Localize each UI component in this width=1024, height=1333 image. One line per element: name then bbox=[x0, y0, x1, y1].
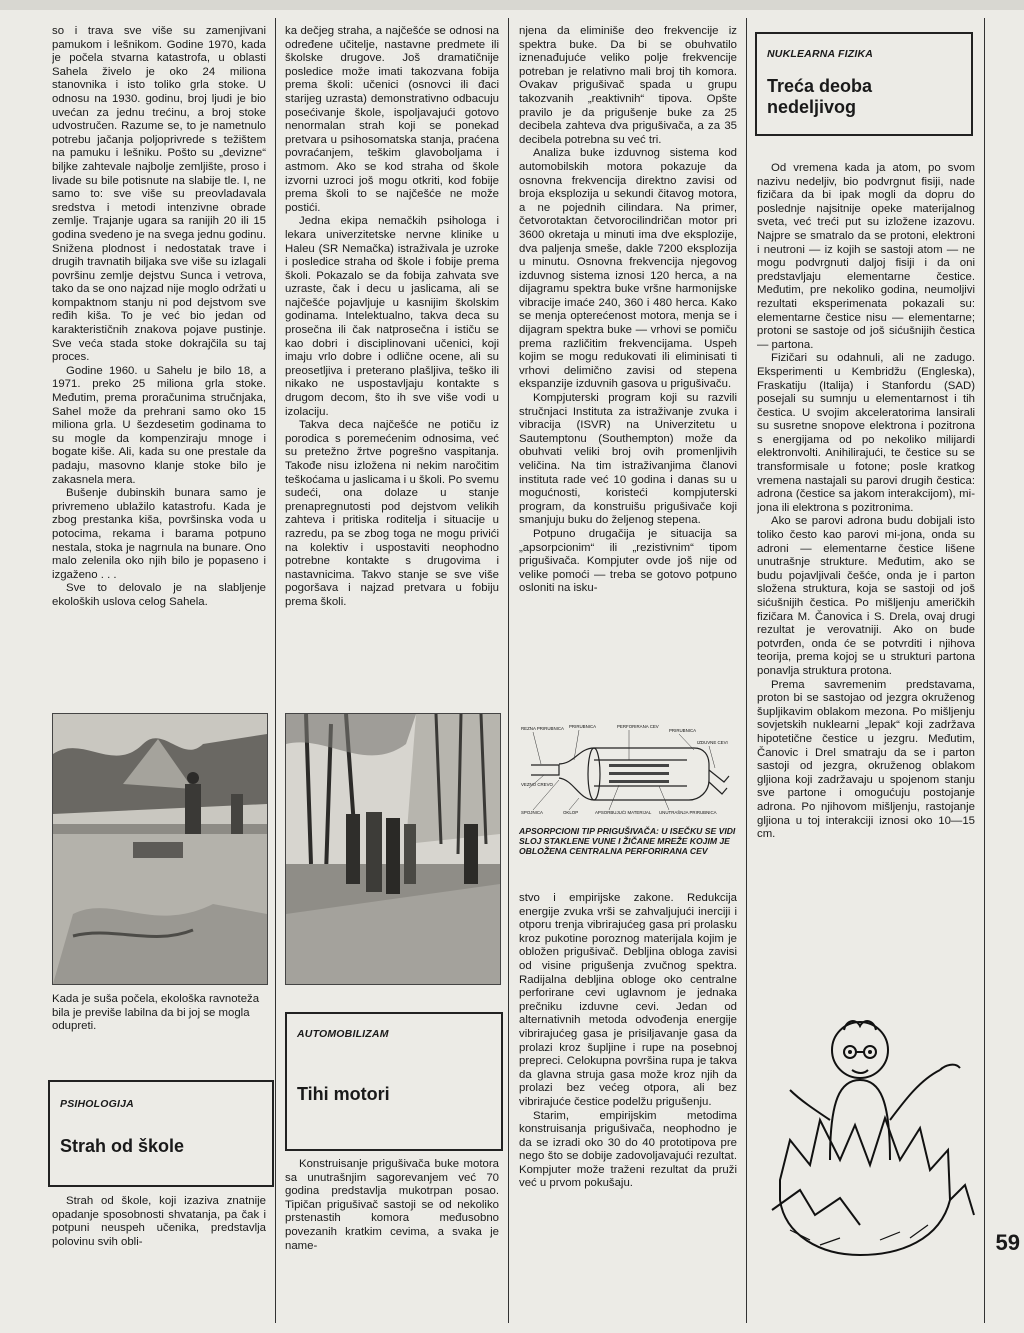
diagram-label: APSORBUJUĆI MATERIJAL bbox=[595, 810, 652, 815]
muffler-diagram bbox=[519, 720, 737, 820]
section-title: Strah od škole bbox=[60, 1136, 185, 1156]
column-rule-3 bbox=[746, 18, 747, 1323]
section-label: NUKLEARNA FIZIKA bbox=[767, 48, 874, 60]
sahel-photo bbox=[52, 713, 268, 985]
paragraph: ka dečjeg straha, a najčešće se odnosi na određene učitelje, nastavne predmete ili školske drugove. Još dramatičnije posledice može imati takozvana fobija prema školi: učenici (osnovci ili đaci starijeg uzrasta) demonstrativno odbacuju posećivanje škole, ispoljavajući gotovo nenormalan strah koji se ponekad pretvara u psihosomatska stanja, praćena povraćanjem, teškim glavoboljama i astmom. Ako se kod straha od škole izvorni uzroci još mogu otkriti, kod fobije prema školi to se najčešće ne može postići. bbox=[285, 25, 499, 214]
paragraph: Starim, empirijskim metodima konstruisanja prigušivača, neophodno je da se izradi oko 30 do 40 prototipova pre nego što se dobije zadovoljavajući rezultat. Kompjuter može traženi rezultat da pruži već u prvom pokušaju. bbox=[519, 1109, 737, 1190]
paragraph: Potpuno drugačija je situacija sa „apsorpcionim“ ili „rezistivnim“ tipom prigušivača. Kompjuter ovde još nije od velike pomoći — treba se gotovo potpuno osloniti na isku- bbox=[519, 527, 737, 595]
paragraph: Fizičari su odahnuli, ali ne zadugo. Eksperimenti u Kembridžu (Engleska), Fraskatiju (Italija) i Stanfordu (SAD) posejali su sumnju u elementarnost i tih čestica. U svojim akceleratorima lansirali su susretne snopove elektrona i pozitrona s energijama od po nekoliko milijardi elektronvolti. Anihilirajući, te čestice su se transformisale u fotone; posle kratkog vremena nastajali su parovi drugih čestica: adrona (čestice sa jakom interakcijom), mi-jona ili elektrona s pozitronima. bbox=[757, 352, 975, 514]
diagram-label: IZDUVNE CEVI bbox=[697, 740, 728, 745]
column-3-text-continued bbox=[519, 892, 737, 1254]
diagram-label: OKLOP bbox=[563, 810, 579, 815]
paragraph: njena da eliminiše deo frekvencije iz spektra buke. Da bi se obuhvatilo iznenađujuće veliko polje frekvencije potreban je relativno mali broj tih komora. Ovakav prigušivač spada u grupu takozvanih „reaktivnih“ tipova. Opšte pravilo je da prigušenje buke za 25 decibela zahteva dva prigušivača, a za 35 decibela potrebna su već tri. bbox=[519, 25, 737, 146]
section-box-psihologija bbox=[48, 1080, 274, 1187]
diagram-label: SPOJNICA bbox=[521, 810, 543, 815]
photo-caption-sahel: Kada je suša počela, ekološka ravnoteža bila je previše labilna da bi joj se mogla odupreti. bbox=[52, 993, 260, 1033]
column-3-text bbox=[519, 25, 737, 697]
diagram-caption: APSORPCIONI TIP PRIGUŠIVAČA: U ISEČKU SE VIDI SLOJ STAKLENE VUNE I ŽIČANE MREŽE KOJIM JE OBLOŽENA CENTRALNA PERFORIRANA CEV bbox=[519, 826, 736, 856]
paragraph: Od vremena kada ja atom, po svom nazivu nedeljiv, bio podvrgnut fisiji, nade fizičara da bi ipak mogli da dopru do poslednje najsitnije opeke materijalnog sveta, već treći put su izložene izazovu. Najpre se smatralo da se protoni, elektroni i neutroni — iz kojih se sastoji atom — ne mogu podvrgnuti daljoj fisiji i da oni predstavljaju elementarne čestice. Međutim, pre nekoliko godina, neumoljivi rezultati eksperimenata pokazali su: elementarne čestice nisu — elementarne; protoni se sastoje od još sićušnijih čestica — partona. bbox=[757, 162, 975, 351]
diagram-label: REZNA PRIRUBNICA bbox=[521, 726, 564, 731]
column-4-text bbox=[757, 162, 975, 962]
paragraph: Analiza buke izduvnog sistema kod automobilskih motora pokazuje da osnovna frekvencija direktno zavisi od broja eksplozija u sekundi čitavog motora, a ne pojednih cilindara. Na primer, četvorotaktan četvorocilindričan motor pri 3600 okretaja u minuti ima dve eksplozije, dva paljenja smeše, dakle 7200 eksplozija u minutu. Osnovna frekvencija njegovog izduvnog sistema iznosi 120 herca, a na dijagramu spektra buke vršne harmonijske vibracije imaće 240, 360 i 480 herca. Kako se menja opterećenost motora, menja se i dijagram spektra buke — vrhovi se pomiču prema različitim frekvencijama. Uspeh kojim se mogu redukovati ili eliminisati ti vrhovi delimično zavisi od stepena ekspanzije izduvnih gasova u prigušivaču. bbox=[519, 147, 737, 391]
paragraph: Takva deca najčešće ne potiču iz porodica s poremećenim odnosima, već su pretežno žrtve pogrešno vaspitanja. Takođe nisu izložena ni nekim naročitim teškoćama u jaslicama i u školi. Po svemu sudeći, ona dolaze u stanje prenapregnutosti pod dejstvom velikih zahteva i pritiska roditelja i situacije u razredu, pa se zbog toga ne mogu privići na kolektiv i uspostaviti neophodno potrebne kontakte s drugovima i nastavnicima. Takvo stanje se sve više pogoršava i najzad pretvara u fobiju prema školi. bbox=[285, 419, 499, 608]
paragraph: Jedna ekipa nemačkih psihologa i lekara univerzitetske nervne klinike u Haleu (SR Nemačka) istraživala je uzroke i posledice straha od škole i fobije prema školi. Pokazalo se da fobija zahvata sve uzraste, čak i decu u jaslicama, ali se najčešće pojavljuje u kasnijim školskim godinama. Intelektualno, takva deca su prosečna ili čak natprosečna i ističu se kao dobri i disciplinovani učenici, koji imaju vrlo dobre i odlične ocene, ali su preosetljiva i preterano plašljiva, teško ili nikako ne uspostavljaju kontakte s drugom decom, što ih sve više vodi u izolaciju. bbox=[285, 215, 499, 418]
paragraph: so i trava sve više su zamenjivani pamukom i lešnikom. Godine 1970, kada je počela stvarna katastrofa, u oblasti Sahela živelo je oko 24 miliona stanovnika i isto toliko grla stoke. U odnosu na 1930. godinu, broj ljudi je bio uvećan za jednu trećinu, a broj stoke udvostručen. Razume se, to je nametnulo potrebu jačanja poljoprivrede s težištem na pamuku i lešniku. Pošto su „devizne“ biljke zahtevale najbolje zemljište, proso i livade su bile potisnute na slabije tle. I, ne samo to: sve više su preovladavala sredstva i metodi intenzivne obrade zemlje. Trajanje ugara sa ranijih 20 ili 15 godina svedeno je na svega jednu godinu. Snižena plodnost i nedostatak trave i drugih travnatih biljaka sve više su izlagali površinu zemlje dejstvu Sunca i vetrova, tako da se ono najzad nije moglo održati u kompaktnom stanju ni pod dejstvom sve ređih kiša. To je već bio jedan od karakterističnih znakova pojave pustinje. Sve veća stada stoke dokrajčila su taj proces. bbox=[52, 25, 266, 364]
paragraph: Sve to delovalo je na slabljenje ekoloških uslova celog Sahela. bbox=[52, 582, 266, 608]
diagram-label: PRIRUBNICA bbox=[669, 728, 697, 733]
paragraph: Bušenje dubinskih bunara samo je privremeno ublažilo katastrofu. Kada je zbog prestanka kiša, površinska voda u potocima, rekama i barama potpuno nestala, stoka je nagrnula na bunare. Ono malo zelenila oko njih bilo je popaseno i izgaženo . . . bbox=[52, 487, 266, 581]
section-title: Tihi motori bbox=[297, 1084, 390, 1104]
diagram-label: UNUTRAŠNJA PRIRUBNICA bbox=[659, 810, 717, 815]
column-rule-4 bbox=[984, 18, 985, 1323]
column-rule-2 bbox=[508, 18, 509, 1323]
paragraph: Strah od škole, koji izaziva znatnije opadanje sposobnosti shvatanja, pa čak i potpuni neuspeh učenika, predstavlja polovinu svih obli- bbox=[52, 1195, 266, 1248]
diagram-label: VEZNO CREVO bbox=[521, 782, 553, 787]
column-rule-1 bbox=[275, 18, 276, 1323]
paragraph: Ako se parovi adrona budu dobijali isto toliko često kao parovi mi-jona, onda su adroni — elementarne čestice lišene unutrašnje strukture. Međutim, ako se budu pojavljivali češće, onda je i parton složena struktura, koja se sastoji od još sićušnijih čestica. Po mišljenju američkih fizičara M. Čanovica i S. Drela, ovaj drugi rezultat je verovatniji. Ako on bude potvrđen, onda će se potvrditi i njihova teorija, prema kojoj se u strukturi partona ponavlja struktura protona. bbox=[757, 515, 975, 677]
column-2-section-text bbox=[285, 1158, 499, 1254]
column-2-text bbox=[285, 25, 499, 697]
page-number: 59 bbox=[995, 1230, 1020, 1255]
section-title: Treća deoba nedeljivog bbox=[767, 76, 873, 117]
paragraph: Konstruisanje prigušivača buke motora sa unutrašnjim sagorevanjem već 70 godina predstavlja mukotrpan posao. Tipičan prigušivač sastoji se od nekoliko prstenastih komora međusobno povezanih kratkim cevima, a svaka je name- bbox=[285, 1158, 499, 1252]
page-top-strip bbox=[0, 0, 1024, 10]
scientist-hatching-illustration bbox=[760, 1000, 980, 1260]
diagram-label: PRIRUBNICA bbox=[569, 724, 597, 729]
paragraph: stvo i empirijske zakone. Redukcija energije zvuka vrši se zahvaljujući inerciji i otporu trenja vibrirajućeg gasa pri prolasku kroz pukotine poroznog materijala kojim je obložen prigušivač. Debljina obloga zavisi od visine prigušenja zvučnog spektra. Radijalna debljina obloge oko centralne perforirane cevi uglavnom je jednaka prečniku izduvne cevi. Jedan od alternativnih metoda odvođenja energije vibrirajućeg gasa je prisiljavanje gasa da prolazi kroz šupljine i rupe na posebnoj prepreci. Celokupna površina rupa je takva da glavna struja gasa može kroz njih da prolazi bez većeg otpora, ali bez vibrirajuće čestice podelžu prigušenju. bbox=[519, 892, 737, 1108]
column-1-section-text bbox=[52, 1195, 266, 1250]
section-label: PSIHOLOGIJA bbox=[60, 1098, 134, 1110]
paragraph: Godine 1960. u Sahelu je bilo 18, a 1971. preko 25 miliona grla stoke. Međutim, prema proračunima stručnjaka, Sahel može da prehrani samo oko 15 miliona grla. U šezdesetim godinama to su mogle da kompenziraju mnoge i bogate kiše. Ali, kada su one prestale da padaju, masovno klanje stoke bilo je zakasnela mera. bbox=[52, 364, 266, 486]
section-label: AUTOMOBILIZAM bbox=[297, 1028, 389, 1040]
school-photo bbox=[285, 713, 501, 985]
paragraph: Prema savremenim predstavama, proton bi se sastojao od jezgra okruženog šupljikavim oblakom mezona. Po mišljenju sovjetskih nuklearni „lepak“ koji zadržava hipotetične čestice u jezgru. Međutim, Čanovic i Drel smatraju da se i parton sastoji od jezgra, okruženog oblakom gljiona koji zadržavaju u spojenom stanju sve partone i omogućuju postojanje adrona. Po njihovom mišljenju, rastojanje gljiona u toj interakciji iznosi oko 10—15 cm. bbox=[757, 678, 975, 841]
diagram-label: PERFORIRANA CEV bbox=[617, 724, 659, 729]
column-1-text bbox=[52, 25, 266, 697]
section-box-nuklearna-fizika bbox=[755, 32, 973, 136]
paragraph: Kompjuterski program koji su razvili stručnjaci Instituta za istraživanje zvuka i vibracija (ISVR) na Univerzitetu u Sautemptonu (Southempton) može da obuhvati veliki broj ovih promenljivih veličina. Na tim istraživanjima članovi instituta rade već 10 godina i danas su u mogućnosti, koristeći kompjuterski program, da konstruišu prigušivače koji smanjuju buku do željenog stepena. bbox=[519, 392, 737, 527]
section-box-automobilizam bbox=[285, 1012, 503, 1151]
